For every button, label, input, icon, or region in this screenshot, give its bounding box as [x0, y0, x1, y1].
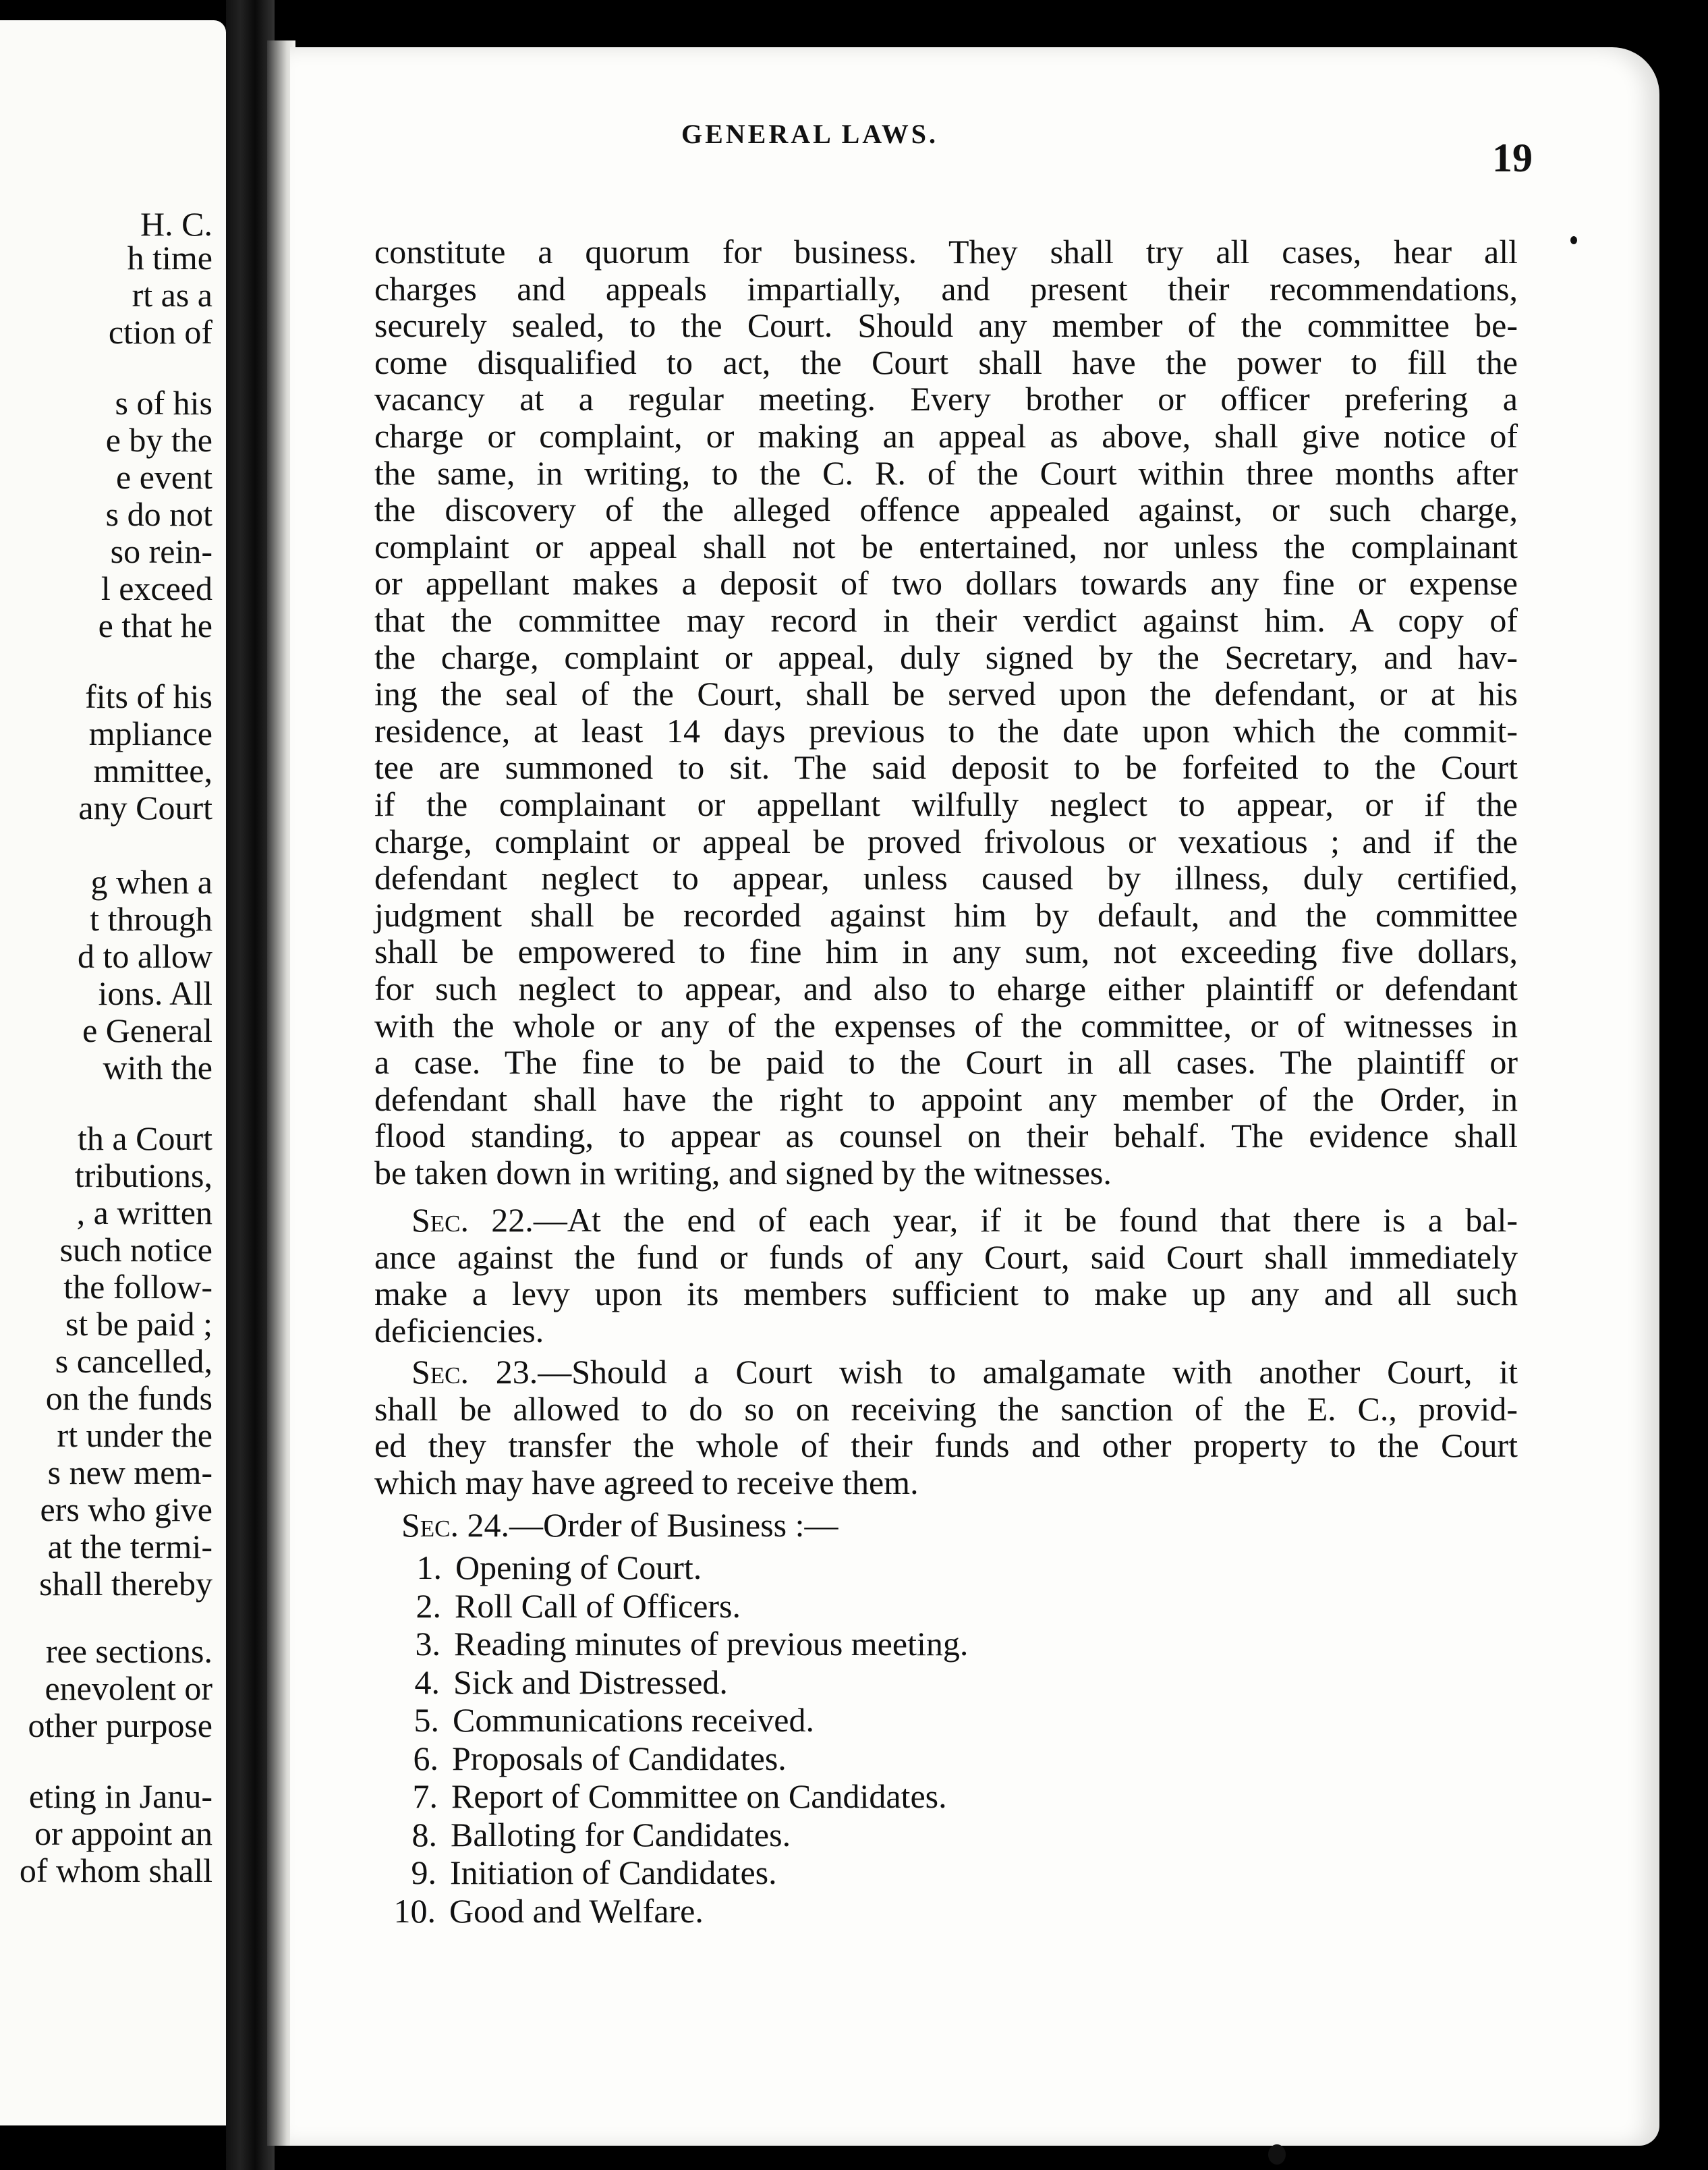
left-page-line: of whom shall	[19, 1852, 212, 1889]
running-head: GENERAL LAWS.	[681, 119, 938, 149]
left-page-line: ions. All	[98, 974, 212, 1012]
list-item-number: 5.	[414, 1701, 439, 1739]
sec23-line	[411, 1353, 1518, 1391]
paragraph-line: flood standing, to appear as counsel on their behalf. The evidence shall	[374, 1117, 1518, 1155]
left-page-line: e that he	[98, 607, 212, 644]
page-number: 19	[1492, 136, 1533, 180]
left-page-line: so rein-	[110, 532, 212, 570]
left-page-line: mpliance	[88, 715, 212, 752]
business-list-item	[375, 1701, 814, 1739]
paragraph-line: securely sealed, to the Court. Should any member of the committee be-	[374, 306, 1518, 345]
paragraph-line: the discovery of the alleged offence appealed against, or such charge,	[374, 491, 1518, 529]
business-list-item	[372, 1892, 704, 1930]
list-item-number: 1.	[416, 1549, 442, 1586]
left-page-line: s cancelled,	[55, 1342, 212, 1380]
section-label: Sec. 23.	[411, 1353, 538, 1391]
business-list-item	[376, 1625, 968, 1663]
left-page-line: eting in Janu-	[28, 1777, 212, 1815]
list-item-number: 3.	[415, 1625, 440, 1663]
business-list-item	[374, 1740, 787, 1777]
list-item-text: Report of Committee on Candidates.	[451, 1777, 947, 1815]
sec22-line	[411, 1201, 1518, 1239]
business-list-item	[377, 1587, 741, 1625]
left-page-line: enevolent or	[45, 1669, 212, 1707]
section-label: Sec. 24.	[401, 1506, 510, 1544]
left-page-line: other purpose	[28, 1706, 212, 1744]
left-page-line: e by the	[105, 421, 212, 459]
left-page-line: g when a	[90, 863, 212, 901]
left-page-line: h time	[127, 239, 212, 277]
left-page-line: at the termi-	[47, 1528, 212, 1565]
list-item-number: 7.	[412, 1777, 438, 1815]
list-item-text: Opening of Court.	[455, 1549, 702, 1586]
left-page-line: s of his	[115, 384, 212, 422]
paragraph-line: complaint or appeal shall not be entertained, nor unless the complainant	[374, 527, 1518, 565]
section-text: —Order of Business :—	[509, 1506, 838, 1544]
list-item-number: 9.	[411, 1854, 436, 1891]
section-text: —Should a Court wish to amalgamate with another Court, it	[538, 1353, 1518, 1391]
left-page-line: any Court	[78, 789, 212, 827]
list-item-number: 6.	[413, 1739, 438, 1777]
list-item-text: Good and Welfare.	[449, 1891, 704, 1930]
left-page-line: rt as a	[132, 276, 212, 314]
left-page-line: s do not	[105, 495, 212, 533]
left-page-line: shall thereby	[39, 1565, 212, 1603]
left-facing-page	[0, 20, 226, 2125]
left-page-line: or appoint an	[34, 1814, 212, 1852]
business-list-item	[374, 1777, 947, 1815]
paragraph-line: judgment shall be recorded against him by default, and the committee	[374, 895, 1518, 934]
left-page-line: e General	[82, 1011, 212, 1049]
list-item-text: Reading minutes of previous meeting.	[454, 1625, 969, 1663]
paragraph-line: ing the seal of the Court, shall be served upon the defendant, or at his	[374, 675, 1518, 713]
list-item-number: 2.	[416, 1586, 441, 1625]
left-page-line: mmittee,	[93, 752, 212, 789]
paragraph-line: that the committee may record in their verdict against him. A copy of	[374, 601, 1518, 639]
left-page-line: s new mem-	[47, 1453, 212, 1491]
paragraph-line: vacancy at a regular meeting. Every brother or officer prefering a	[374, 380, 1518, 418]
left-page-line: l exceed	[101, 569, 212, 607]
left-page-line: ction of	[108, 313, 212, 351]
left-page-line: t through	[90, 900, 212, 938]
left-page-line: d to allow	[78, 937, 212, 975]
list-item-number: 10.	[393, 1891, 436, 1930]
left-page-line: th a Court	[78, 1119, 212, 1157]
sec22-line: deficiencies.	[374, 1311, 544, 1350]
left-page-line: the follow-	[63, 1268, 212, 1306]
business-list-item	[372, 1854, 777, 1891]
section-text: —At the end of each year, if it be found that there is a bal-	[533, 1201, 1518, 1239]
left-page-line: st be paid ;	[65, 1305, 212, 1343]
list-item-text: Proposals of Candidates.	[452, 1739, 787, 1777]
sec24-heading	[401, 1506, 838, 1544]
paragraph-line: charge, complaint or appeal be proved frivolous or vexatious ; and if the	[374, 822, 1518, 860]
list-item-text: Balloting for Candidates.	[451, 1815, 791, 1854]
paragraph-line: tee are summoned to sit. The said deposit to be forfeited to the Court	[374, 748, 1518, 787]
ink-speck	[1268, 2144, 1286, 2165]
paragraph-line: defendant neglect to appear, unless caused by illness, duly certified,	[374, 859, 1518, 897]
business-list-item	[376, 1663, 728, 1701]
paragraph-line: if the complainant or appellant wilfully neglect to appear, or if the	[374, 785, 1518, 823]
paragraph-line: be taken down in writing, and signed by the witnesses.	[374, 1154, 1112, 1192]
business-list-item	[373, 1816, 791, 1854]
paragraph-line: with the whole or any of the expenses of the committee, or of witnesses in	[374, 1006, 1518, 1045]
list-item-text: Initiation of Candidates.	[450, 1854, 777, 1891]
left-page-line: with the	[103, 1049, 212, 1086]
sec22-line: ance against the fund or funds of any Court, said Court shall immediately	[374, 1237, 1518, 1276]
list-item-text: Communications received.	[453, 1701, 814, 1739]
left-page-line: , a written	[76, 1194, 212, 1231]
left-page-line: tributions,	[74, 1157, 212, 1194]
paragraph-line: defendant shall have the right to appoint any member of the Order, in	[374, 1080, 1518, 1118]
section-label: Sec. 22.	[411, 1201, 534, 1239]
left-page-line: such notice	[59, 1231, 212, 1269]
list-item-text: Sick and Distressed.	[453, 1663, 728, 1701]
left-page-line: on the funds	[45, 1379, 212, 1417]
business-list-item	[378, 1549, 702, 1586]
list-item-text: Roll Call of Officers.	[455, 1586, 741, 1625]
list-item-number: 8.	[411, 1815, 437, 1854]
sec23-line: shall be allowed to do so on receiving the sanction of the E. C., provid-	[374, 1389, 1518, 1428]
left-page-line: rt under the	[57, 1416, 212, 1454]
paragraph-line: constitute a quorum for business. They shall try all cases, hear all	[374, 233, 1518, 271]
left-page-line: H. C.	[140, 205, 212, 243]
paragraph-line: residence, at least 14 days previous to the date upon which the commit-	[374, 711, 1518, 750]
paragraph-line: charge or complaint, or making an appeal as above, shall give notice of	[374, 417, 1518, 455]
left-page-line: fits of his	[85, 677, 212, 715]
left-page-line: e event	[116, 458, 212, 496]
paragraph-line: shall be empowered to fine him in any sum, not exceeding five dollars,	[374, 933, 1518, 971]
paragraph-line: the same, in writing, to the C. R. of the Court within three months after	[374, 453, 1518, 492]
left-page-line: ree sections.	[45, 1632, 212, 1670]
sec23-line: which may have agreed to receive them.	[374, 1463, 919, 1501]
sec22-line: make a levy upon its members sufficient to make up any and all such	[374, 1275, 1518, 1313]
left-page-line: ers who give	[40, 1491, 212, 1528]
paragraph-line: come disqualified to act, the Court shall have the power to fill the	[374, 343, 1518, 381]
paragraph-line: or appellant makes a deposit of two dollars towards any fine or expense	[374, 564, 1518, 603]
paragraph-line: charges and appeals impartially, and present their recommendations,	[374, 269, 1518, 308]
paragraph-line: for such neglect to appear, and also to eharge either plaintiff or defendant	[374, 970, 1518, 1007]
ink-speck	[1570, 236, 1577, 244]
list-item-number: 4.	[414, 1663, 440, 1701]
paragraph-line: a case. The fine to be paid to the Court in all cases. The plaintiff or	[374, 1043, 1518, 1082]
paragraph-line: the charge, complaint or appeal, duly signed by the Secretary, and hav-	[374, 638, 1518, 676]
sec23-line: ed they transfer the whole of their funds and other property to the Court	[374, 1426, 1518, 1465]
